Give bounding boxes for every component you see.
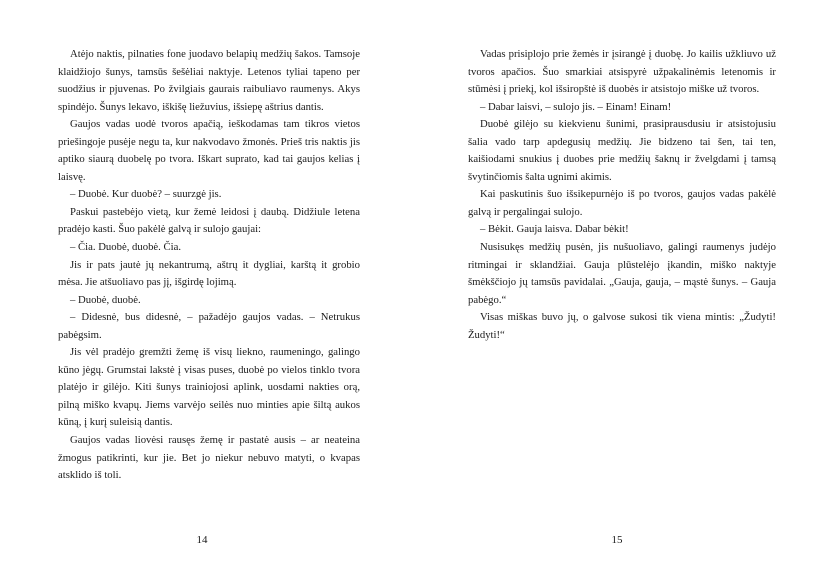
page-number-left: 14 bbox=[196, 534, 208, 546]
right-page bbox=[468, 46, 776, 344]
paragraph: – Dabar laisvi, – sulojo jis. – Einam! Einam! bbox=[480, 100, 672, 113]
left-page bbox=[58, 46, 360, 485]
paragraph: – Čia. Duobė, duobė. Čia. bbox=[70, 241, 182, 254]
paragraph: – Didesnė, bus didesnė, – pažadėjo gaujos vadas. – Netrukus pabėgsim. bbox=[58, 311, 360, 341]
page-number-right: 15 bbox=[611, 534, 623, 546]
paragraph: Gaujos vadas liovėsi rausęs žemę ir pastatė ausis – ar neateina žmogus patikrinti, kur jie. Bet jo niekur nebuvo matyti, o kvapas atsklido iš toli. bbox=[58, 434, 360, 482]
paragraph: Nusisukęs medžių pusėn, jis nušuoliavo, galingi raumenys judėjo ritmingai ir sklandžiai. Gauja plūstelėjo įkandin, miško naktyje šmėkščiojo jų tamsūs pavidalai. „Gauja, gauja, – mąstė šunys. – Gauja pabėgo.“ bbox=[468, 241, 776, 306]
paragraph: Kai paskutinis šuo išsikepurnėjo iš po tvoros, gaujos vadas pakėlė galvą ir pergalingai sulojo. bbox=[468, 188, 776, 218]
paragraph: Gaujos vadas uodė tvoros apačią, ieškodamas tam tikros vietos priešingoje pusėje negu ta, kur nakvodavo žmonės. Prieš tris naktis jis aptiko siaurą duobelę po tvora. Iškart suprato, kad tai gaujos kelias į laisvę. bbox=[58, 118, 360, 183]
paragraph: – Bėkit. Gauja laisva. Dabar bėkit! bbox=[480, 223, 629, 236]
paragraph: Vadas prisiplojo prie žemės ir įsirangė į duobę. Jo kailis užkliuvo už tvoros apačios. Šuo smarkiai atsispyrė užpakalinėmis letenomis ir stūmėsi į priekį, kol išsiropštė iš duobės ir atsistojo miške už tvoros. bbox=[468, 48, 776, 96]
paragraph: Jis ir pats jautė jų nekantrumą, aštrų it dygliai, karštą it grobio mėsa. Jie atšuoliavo pas jį, išgirdę lojimą. bbox=[58, 258, 360, 289]
paragraph: Paskui pastebėjo vietą, kur žemė leidosi į daubą. Didžiule letena pradėjo kasti. Šuo pakėlė galvą ir sulojo gaujai: bbox=[58, 205, 360, 236]
paragraph: Atėjo naktis, pilnaties fone juodavo belapių medžių šakos. Tamsoje klaidžiojo šunys, tamsūs šešėliai naktyje. Letenos tyliai tapeno per suodžius ir pjuvenas. Po žvilgiais gaurais raibuliavo raumenys. Akys spindėjo. Šunys lekavo, iškišę liežuvius, išsiepę aštrius dantis. bbox=[58, 48, 360, 113]
paragraph: Visas miškas buvo jų, o galvose sukosi tik viena mintis: „Žudyti! Žudyti!“ bbox=[468, 311, 776, 341]
paragraph: – Duobė, duobė. bbox=[70, 293, 141, 306]
paragraph: Duobė gilėjo su kiekvienu šunimi, prasiprausdusiu ir atsistojusiu šalia vado tarp apdegusių medžių. Jie bidzeno tai šen, tai ten, kaišiodami snukius į duobes prie medžių šaknų ir žvelgdami į tamsą švytinčiomis šalta ugnimi akimis. bbox=[468, 118, 776, 183]
paragraph: Jis vėl pradėjo gremžti žemę iš visų liekno, raumeningo, galingo kūno jėgų. Grumstai lakstė į visas puses, duobė po vielos tinklo tvora platėjo ir gilėjo. Kiti šunys trainiojosi aplink, uosdami nakties orą, pilną miško kvapų. Jiems varvėjo seilės nuo minties apie šiltą aukos kūną, į kurį suleisią dantis. bbox=[58, 346, 360, 429]
paragraph: – Duobė. Kur duobė? – suurzgė jis. bbox=[70, 188, 222, 201]
